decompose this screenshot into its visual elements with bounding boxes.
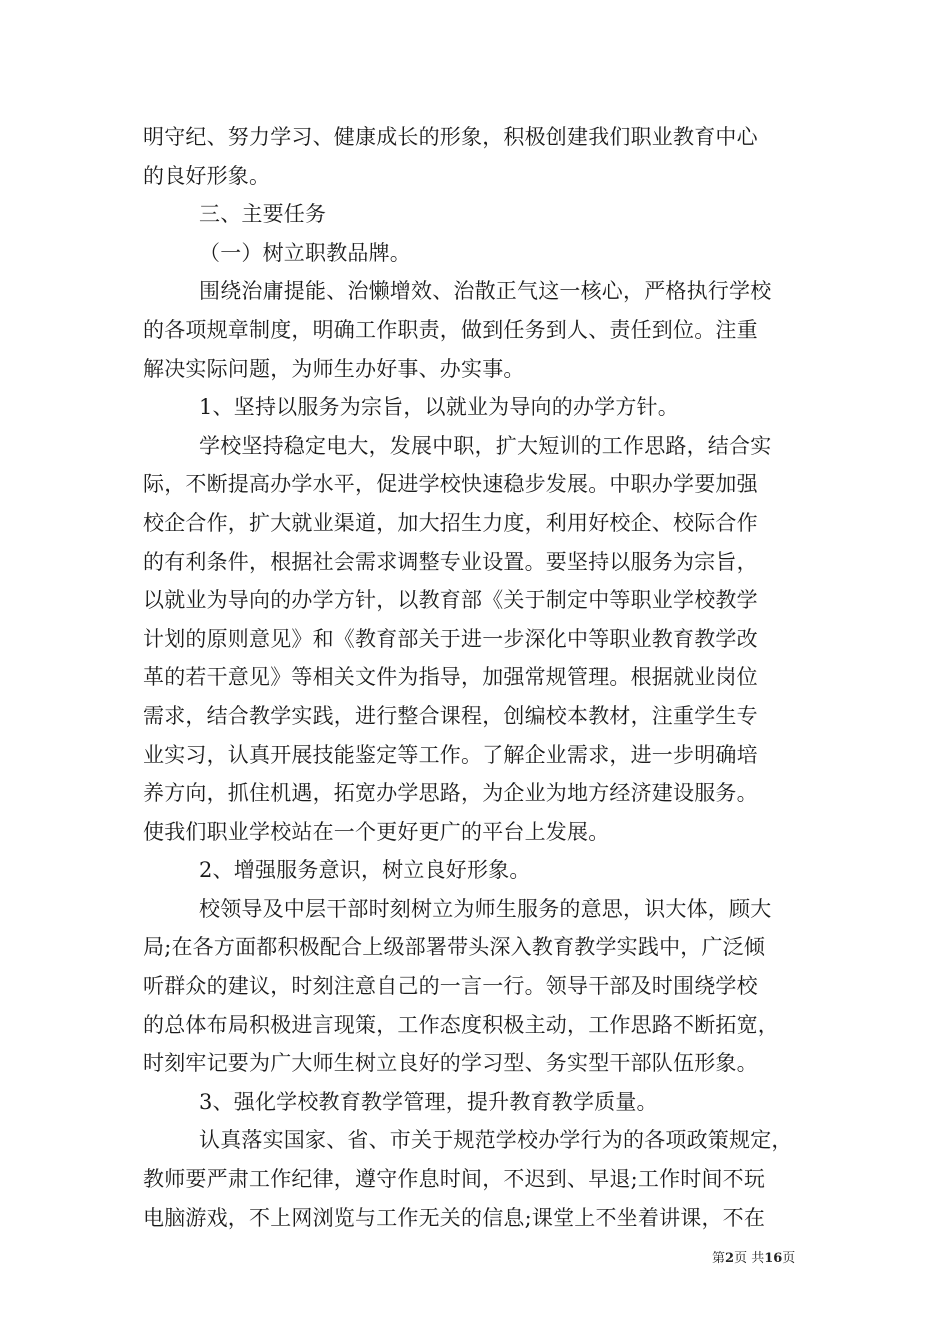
text-line: 时刻牢记要为广大师生树立良好的学习型、务实型干部队伍形象。 — [143, 1051, 758, 1076]
text-line: 使我们职业学校站在一个更好更广的平台上发展。 — [143, 819, 610, 844]
text-line: 3、强化学校教育教学管理，提升教育教学质量。 — [199, 1089, 658, 1114]
text-line: 的良好形象。 — [143, 163, 271, 188]
text-line: 的有利条件，根据社会需求调整专业设置。要坚持以服务为宗旨， — [143, 549, 758, 574]
text-line: 革的若干意见》等相关文件为指导，加强常规管理。根据就业岗位 — [143, 665, 758, 690]
text-line: 校企合作，扩大就业渠道，加大招生力度，利用好校企、校际合作 — [143, 510, 758, 535]
page-prefix: 第 — [712, 1251, 726, 1266]
text-line: 需求，结合教学实践，进行整合课程，创编校本教材，注重学生专 — [143, 703, 758, 728]
page-number-label — [712, 1247, 795, 1266]
text-line: 电脑游戏，不上网浏览与工作无关的信息;课堂上不坐着讲课，不在 — [143, 1205, 766, 1230]
text-line: 业实习，认真开展技能鉴定等工作。了解企业需求，进一步明确培 — [143, 742, 758, 767]
text-line: 明守纪、努力学习、健康成长的形象，积极创建我们职业教育中心 — [143, 125, 758, 149]
text-line: 教师要严肃工作纪律，遵守作息时间，不迟到、早退;工作时间不玩 — [143, 1167, 766, 1192]
page-suffix: 页 — [782, 1251, 796, 1266]
text-line: 听群众的建议，时刻注意自己的一言一行。领导干部及时围绕学校 — [143, 974, 758, 999]
document-body — [143, 118, 823, 1237]
text-line: 学校坚持稳定电大，发展中职，扩大短训的工作思路，结合实 — [199, 433, 772, 458]
total-page-number: 16 — [764, 1251, 783, 1266]
text-line: （一）树立职教品牌。 — [199, 240, 411, 265]
text-line: 校领导及中层干部时刻树立为师生服务的意思，识大体，顾大 — [199, 896, 772, 921]
text-line: 2、增强服务意识，树立良好形象。 — [199, 858, 531, 883]
current-page-number: 2 — [725, 1251, 735, 1266]
text-line: 三、主要任务 — [199, 202, 327, 227]
text-line: 围绕治庸提能、治懒增效、治散正气这一核心，严格执行学校 — [199, 279, 772, 304]
text-line: 养方向，抓住机遇，拓宽办学思路，为企业为地方经济建设服务。 — [143, 781, 758, 806]
text-line: 认真落实国家、省、市关于规范学校办学行为的各项政策规定， — [199, 1128, 793, 1153]
text-line: 解决实际问题，为师生办好事、办实事。 — [143, 356, 525, 381]
text-line: 以就业为导向的办学方针，以教育部《关于制定中等职业学校教学 — [143, 588, 758, 613]
text-line: 局;在各方面都积极配合上级部署带头深入教育教学实践中，广泛倾 — [143, 935, 766, 960]
text-line: 1、坚持以服务为宗旨，以就业为导向的办学方针。 — [199, 395, 679, 420]
text-line: 的各项规章制度，明确工作职责，做到任务到人、责任到位。注重 — [143, 317, 758, 342]
page-middle: 页 共 — [734, 1251, 765, 1266]
text-line: 的总体布局积极进言现策，工作态度积极主动，工作思路不断拓宽， — [143, 1012, 779, 1037]
text-line: 际，不断提高办学水平，促进学校快速稳步发展。中职办学要加强 — [143, 472, 758, 497]
text-line: 计划的原则意见》和《教育部关于进一步深化中等职业教育教学改 — [143, 626, 758, 651]
